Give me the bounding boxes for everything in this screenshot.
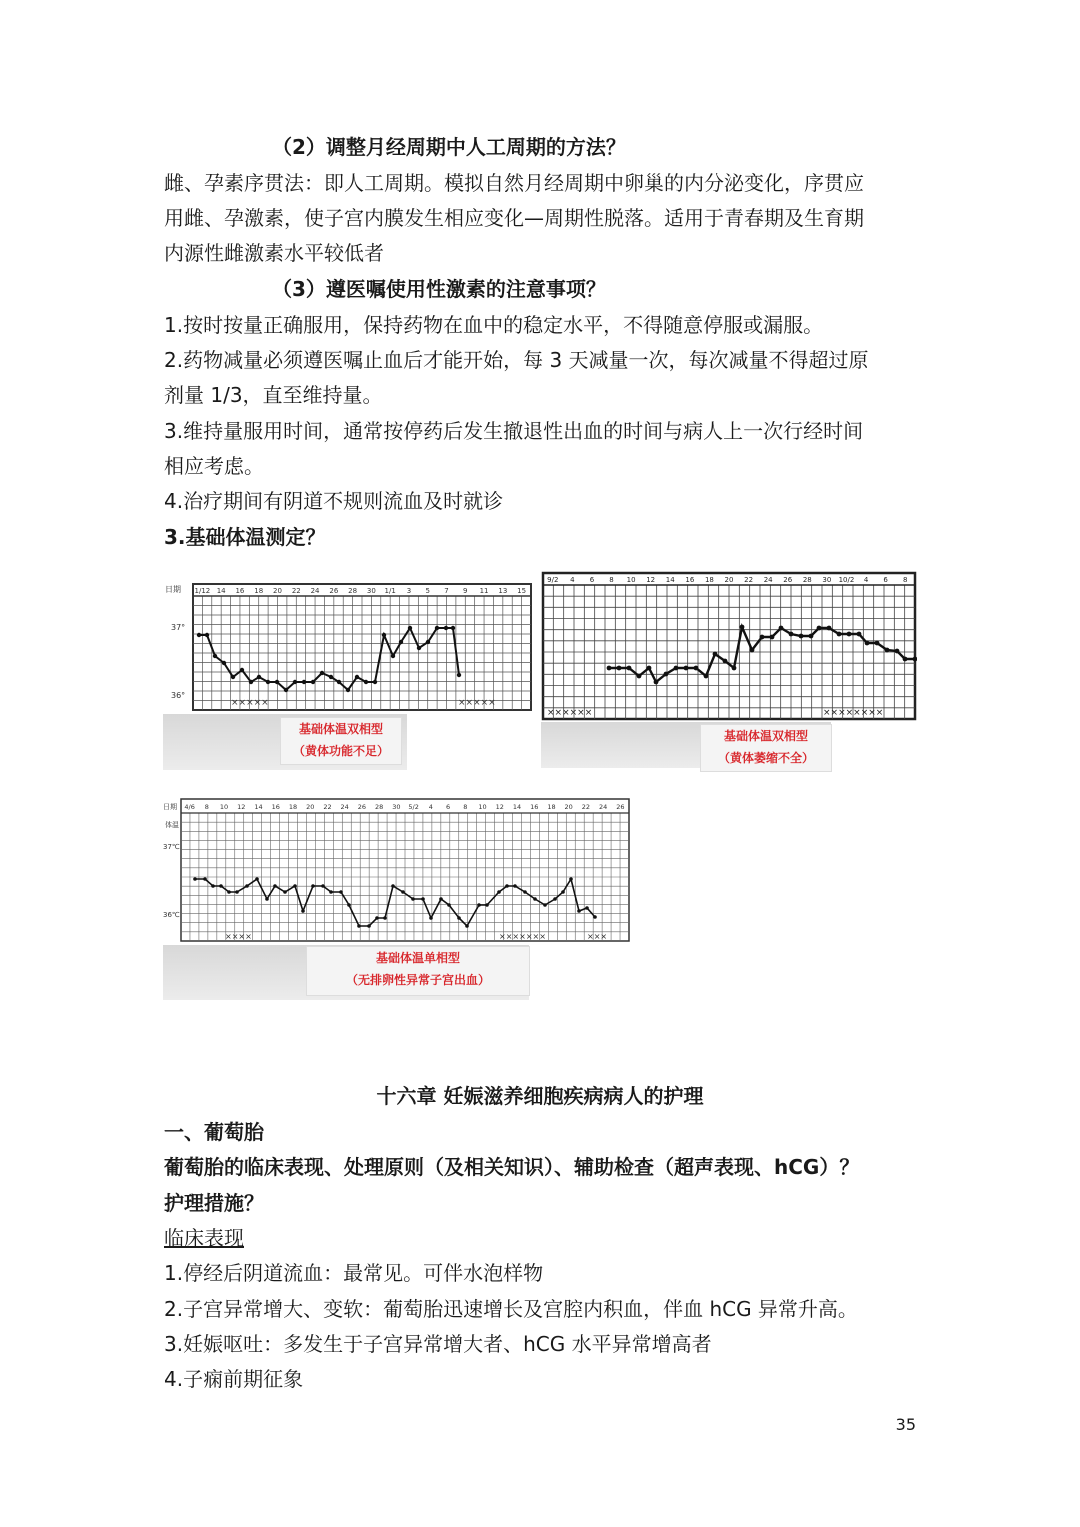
chart2-point bbox=[799, 634, 804, 639]
chart3-point bbox=[429, 916, 433, 920]
chart3-date-label: 16 bbox=[530, 803, 539, 811]
chart2-date-label: 28 bbox=[802, 576, 812, 584]
chart2-date-label: 18 bbox=[704, 576, 714, 584]
chart3-point bbox=[421, 897, 425, 901]
chart2-date-label: 9/2 bbox=[547, 576, 559, 584]
chart3-point bbox=[593, 915, 597, 919]
chart3-marks-a: ×××× bbox=[225, 932, 252, 941]
chart2-point bbox=[837, 632, 842, 637]
chart2-point bbox=[789, 632, 794, 637]
chart2-date-label: 24 bbox=[763, 576, 773, 584]
chart1-point bbox=[222, 661, 226, 665]
chart1-date-label: 26 bbox=[329, 587, 339, 595]
chart1-point bbox=[426, 640, 430, 644]
chart1-marks-b: ××××× bbox=[458, 698, 496, 708]
chart3-point bbox=[561, 890, 565, 894]
chart3-point bbox=[301, 909, 305, 913]
chart2-date-label: 8 bbox=[902, 576, 908, 584]
chart3-marks-b: ××××××× bbox=[499, 932, 546, 941]
chart2-point bbox=[770, 635, 775, 640]
chart3-point bbox=[367, 924, 371, 928]
chart1-marks-a: ××××× bbox=[231, 698, 269, 708]
chart1-date-label: 9 bbox=[463, 587, 468, 595]
clinical-line-4: 4.子痫前期征象 bbox=[164, 1367, 304, 1391]
q3-line-2: 2.药物减量必须遵医嘱止血后才能开始，每 3 天减量一次，每次减量不得超过原 bbox=[164, 348, 869, 372]
chart1-date-label: 30 bbox=[366, 587, 376, 595]
chart3-point bbox=[383, 916, 387, 920]
chart1-point bbox=[408, 626, 412, 630]
chart3-point bbox=[255, 877, 259, 881]
chart1-point bbox=[373, 680, 377, 684]
chart1-point bbox=[451, 626, 455, 630]
chart3-point bbox=[553, 897, 557, 901]
chart3-date-label: 14 bbox=[254, 803, 263, 811]
chart2-point bbox=[760, 635, 765, 640]
bbt-chart-3 bbox=[163, 795, 633, 945]
chart1-point bbox=[337, 680, 341, 684]
chart1-point bbox=[346, 688, 350, 692]
q3-heading: （3）遵医嘱使用性激素的注意事项？ bbox=[272, 277, 606, 301]
chart1-date-label: 18 bbox=[254, 587, 264, 595]
chart1-point bbox=[205, 633, 209, 637]
chart1-point bbox=[320, 671, 324, 675]
chart3-date-label: 6 bbox=[446, 803, 451, 811]
chart3-point bbox=[585, 906, 589, 910]
chart1-date-label: 3 bbox=[406, 587, 412, 595]
chart3-date-label: 22 bbox=[581, 803, 591, 811]
chart2-point bbox=[740, 625, 745, 630]
chart3-point bbox=[513, 884, 517, 888]
chart2-point bbox=[647, 666, 652, 671]
q3-line-6: 4.治疗期间有阴道不规则流血及时就诊 bbox=[164, 489, 504, 513]
q2-line-1: 雌、孕素序贯法：即人工周期。模拟自然月经周期中卵巢的内分泌变化，序贯应 bbox=[164, 171, 864, 195]
chart3-point bbox=[227, 890, 231, 894]
question-line-2: 护理措施？ bbox=[164, 1191, 264, 1215]
chart3-date-label: 26 bbox=[357, 803, 367, 811]
chart2-point bbox=[704, 674, 709, 679]
chart3-point bbox=[347, 903, 351, 907]
chart3-point bbox=[211, 884, 215, 888]
q3-line-5: 相应考虑。 bbox=[164, 454, 264, 478]
q2-heading: （2）调整月经周期中人工周期的方法？ bbox=[272, 135, 626, 159]
chart3-point bbox=[533, 897, 537, 901]
chart3-point bbox=[505, 884, 509, 888]
chart2-point bbox=[713, 652, 718, 657]
chart2-point bbox=[809, 634, 814, 639]
chart1-point bbox=[293, 680, 297, 684]
chart2-point bbox=[895, 649, 900, 654]
chart3-point bbox=[391, 884, 395, 888]
chart1-point bbox=[457, 673, 461, 677]
chart3-point bbox=[411, 897, 415, 901]
chart3-date-label: 16 bbox=[271, 803, 280, 811]
q3-line-4: 3.维持量服用时间，通常按停药后发生撤退性出血的时间与病人上一次行经时间 bbox=[164, 419, 864, 443]
chart3-point bbox=[321, 884, 325, 888]
chart1-date-label: 13 bbox=[498, 587, 508, 595]
chart3-point bbox=[439, 897, 443, 901]
chart3-point bbox=[219, 884, 223, 888]
chart3-point bbox=[569, 877, 573, 881]
chart3-date-label: 22 bbox=[323, 803, 332, 811]
chart3-date-label: 12 bbox=[495, 803, 504, 811]
chart1-caption: 基础体温双相型 （黄体功能不足） bbox=[280, 717, 402, 765]
chart1-point bbox=[240, 668, 244, 672]
chart3-point bbox=[543, 903, 547, 907]
chart2-date-label: 14 bbox=[665, 576, 675, 584]
chart3-date-label: 4 bbox=[428, 803, 433, 811]
bbt-chart-2 bbox=[541, 570, 917, 722]
chart1-date-label: 11 bbox=[479, 587, 489, 595]
chart1-date-label: 日期 bbox=[165, 585, 181, 594]
chart1-date-label: 1/12 bbox=[194, 587, 211, 595]
q3-line-3: 剂量 1/3，直至维持量。 bbox=[164, 383, 383, 407]
chart2-marks-b: ×××××××× bbox=[823, 708, 884, 718]
chart3-point bbox=[329, 890, 333, 894]
chart2-point bbox=[684, 666, 689, 671]
q2-line-2: 用雌、孕激素，使子宫内膜发生相应变化—周期性脱落。适用于青春期及生育期 bbox=[164, 206, 864, 230]
chart3-point bbox=[447, 903, 451, 907]
chart3-date-label: 8 bbox=[204, 803, 209, 811]
section-3-heading: 3.基础体温测定？ bbox=[164, 525, 326, 549]
chart2-point bbox=[875, 641, 880, 646]
chart1-point bbox=[302, 680, 306, 684]
clinical-heading: 临床表现 bbox=[164, 1226, 244, 1250]
chart3-date-label: 12 bbox=[237, 803, 246, 811]
chart2-date-label: 10 bbox=[626, 576, 636, 584]
chart2-point bbox=[913, 657, 917, 662]
chart3-point bbox=[245, 884, 249, 888]
chapter-title: 十六章 妊娠滋养细胞疾病病人的护理 bbox=[376, 1084, 704, 1108]
chart1-point bbox=[197, 633, 201, 637]
chart3-date-label: 日期 bbox=[163, 803, 177, 811]
chart3-point bbox=[457, 916, 461, 920]
chart1-point bbox=[257, 675, 261, 679]
chart3-temp-title: 体温 bbox=[165, 821, 179, 829]
clinical-line-2: 2.子宫异常增大、变软：葡萄胎迅速增长及宫腔内积血，伴血 hCG 异常升高。 bbox=[164, 1297, 858, 1321]
chart2-point bbox=[779, 626, 784, 631]
chart1-date-label: 14 bbox=[216, 587, 226, 595]
chart1-date-label: 1/1 bbox=[384, 587, 396, 595]
chart1-date-label: 20 bbox=[273, 587, 282, 595]
chart3-marks-c: ××× bbox=[587, 932, 608, 941]
chart3-point bbox=[577, 909, 581, 913]
chart2-date-label: 4 bbox=[570, 576, 575, 584]
bbt-chart-1 bbox=[163, 578, 535, 714]
chart3-point bbox=[203, 877, 207, 881]
chart2-date-label: 10/2 bbox=[838, 576, 855, 584]
chart1-date-label: 15 bbox=[517, 587, 527, 595]
chart3-point bbox=[465, 924, 469, 928]
chart1-date-label: 16 bbox=[235, 587, 245, 595]
chart3-date-label: 24 bbox=[340, 803, 349, 811]
chart1-point bbox=[266, 680, 270, 684]
chart2-point bbox=[750, 648, 755, 653]
chart3-point bbox=[311, 884, 315, 888]
chart2-point bbox=[885, 648, 890, 653]
chart3-date-label: 20 bbox=[306, 803, 315, 811]
chart2-point bbox=[627, 666, 632, 671]
chart3-point bbox=[283, 890, 287, 894]
chart3-point bbox=[265, 897, 269, 901]
chart2-point bbox=[827, 626, 832, 631]
chart2-date-label: 8 bbox=[609, 576, 614, 584]
chart3-date-label: 4/6 bbox=[184, 803, 195, 811]
chart1-point bbox=[213, 654, 217, 658]
clinical-line-3: 3.妊娠呕吐：多发生于子宫异常增大者、hCG 水平异常增高者 bbox=[164, 1332, 712, 1356]
chart3-point bbox=[235, 890, 239, 894]
chart2-point bbox=[817, 626, 822, 631]
chart3-date-label: 28 bbox=[375, 803, 384, 811]
chart2-date-label: 20 bbox=[724, 576, 734, 584]
chart3-date-label: 8 bbox=[463, 803, 468, 811]
chart3-point bbox=[357, 924, 361, 928]
chart2-date-label: 26 bbox=[783, 576, 793, 584]
chart2-date-label: 30 bbox=[822, 576, 832, 584]
chart1-point bbox=[311, 680, 315, 684]
chart2-point bbox=[903, 657, 908, 662]
chart1-point bbox=[382, 633, 386, 637]
chart3-point bbox=[273, 884, 277, 888]
chart3-point bbox=[375, 916, 379, 920]
chart3-date-label: 14 bbox=[512, 803, 522, 811]
chart1-date-label: 24 bbox=[310, 587, 320, 595]
chart3-point bbox=[339, 890, 343, 894]
chart1-date-label: 7 bbox=[444, 587, 449, 595]
chart3-point bbox=[523, 890, 527, 894]
chart1-point bbox=[399, 640, 403, 644]
chart1-date-label: 5 bbox=[425, 587, 430, 595]
chart1-point bbox=[249, 680, 253, 684]
chart1-point bbox=[444, 626, 448, 630]
chart2-point bbox=[732, 666, 737, 671]
chart2-point bbox=[857, 632, 862, 637]
q3-line-1: 1.按时按量正确服用，保持药物在血中的稳定水平，不得随意停服或漏服。 bbox=[164, 313, 824, 337]
question-line-1: 葡萄胎的临床表现、处理原则（及相关知识）、辅助检查（超声表现、hCG）？ bbox=[164, 1155, 860, 1179]
chart3-point bbox=[497, 890, 501, 894]
chart3-date-label: 18 bbox=[288, 803, 298, 811]
chart3-date-label: 24 bbox=[599, 803, 608, 811]
chart2-date-label: 22 bbox=[744, 576, 754, 584]
chart2-date-label: 16 bbox=[685, 576, 695, 584]
chart2-point bbox=[654, 680, 659, 685]
chart2-date-label: 12 bbox=[646, 576, 656, 584]
chart3-date-label: 30 bbox=[392, 803, 401, 811]
chart2-point bbox=[694, 666, 699, 671]
chart3-date-label: 26 bbox=[616, 803, 625, 811]
chart2-point bbox=[617, 666, 622, 671]
chart1-point bbox=[435, 626, 439, 630]
chart3-point bbox=[293, 884, 297, 888]
chart3-temp-36: 36℃ bbox=[163, 911, 180, 919]
chart2-point bbox=[865, 641, 870, 646]
chart2-date-label: 4 bbox=[863, 576, 869, 584]
chart3-point bbox=[401, 890, 405, 894]
chart2-point bbox=[664, 672, 669, 677]
chart1-date-label: 22 bbox=[291, 587, 301, 595]
chart3-date-label: 20 bbox=[564, 803, 573, 811]
chart3-point bbox=[477, 903, 481, 907]
chart2-point bbox=[637, 674, 642, 679]
chart2-marks-a: ×××××× bbox=[547, 708, 593, 718]
chart3-date-label: 10 bbox=[219, 803, 229, 811]
chart3-point bbox=[193, 877, 197, 881]
chart1-point bbox=[364, 680, 368, 684]
chart1-point bbox=[355, 675, 359, 679]
section-1-heading: 一、葡萄胎 bbox=[164, 1120, 264, 1144]
chart2-point bbox=[723, 659, 728, 664]
chart1-date-label: 28 bbox=[348, 587, 358, 595]
chart2-date-label: 6 bbox=[883, 576, 888, 584]
chart1-point bbox=[417, 646, 421, 650]
chart2-caption: 基础体温双相型 （黄体萎缩不全） bbox=[700, 724, 832, 772]
chart1-point bbox=[329, 675, 333, 679]
clinical-line-1: 1.停经后阴道流血：最常见。可伴水泡样物 bbox=[164, 1261, 544, 1285]
chart3-date-label: 18 bbox=[547, 803, 556, 811]
chart3-date-label: 5/2 bbox=[408, 803, 419, 811]
chart2-point bbox=[607, 666, 612, 671]
chart2-date-label: 6 bbox=[589, 576, 595, 584]
chart3-date-label: 10 bbox=[478, 803, 487, 811]
chart2-point bbox=[847, 632, 852, 637]
chart1-point bbox=[231, 675, 235, 679]
page-number: 35 bbox=[895, 1415, 916, 1434]
q2-line-3: 内源性雌激素水平较低者 bbox=[164, 241, 384, 265]
chart1-point bbox=[284, 688, 288, 692]
chart2-point bbox=[674, 666, 679, 671]
chart1-point bbox=[275, 680, 279, 684]
chart3-point bbox=[485, 903, 489, 907]
chart3-temp-37: 37℃ bbox=[163, 843, 180, 851]
chart1-point bbox=[391, 654, 395, 658]
chart1-temp-37: 37° bbox=[171, 623, 186, 632]
chart3-caption: 基础体温单相型 （无排卵性异常子宫出血） bbox=[306, 946, 530, 996]
chart1-temp-36: 36° bbox=[171, 691, 186, 700]
